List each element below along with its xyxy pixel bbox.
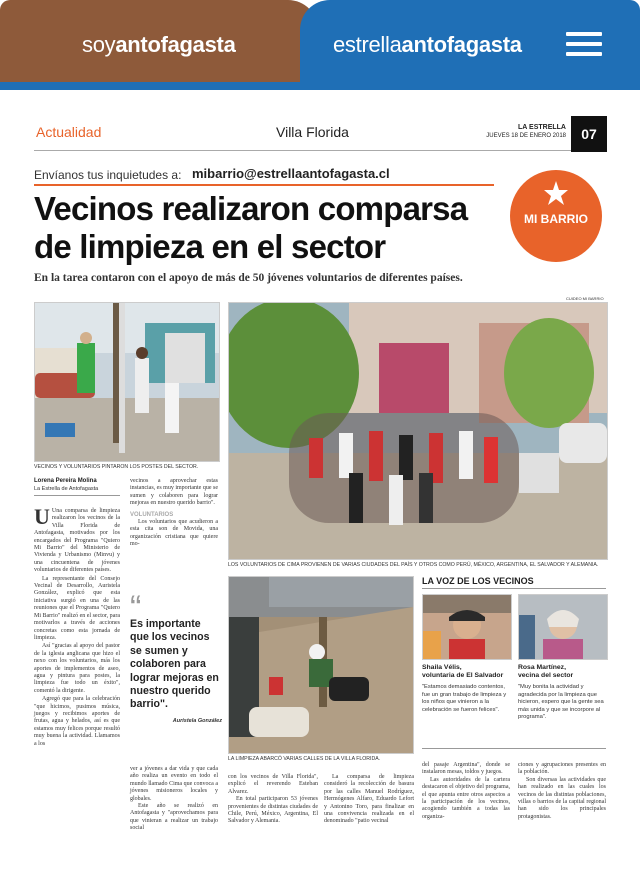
pull-quote: “ Es importante que los vecinos se sumen y colaboren para lograr mejoras en nuestro querido barrio". Auristela González: [130, 589, 222, 724]
byline-author: Lorena Pereira Molina: [34, 478, 97, 484]
quote-icon: “: [130, 589, 142, 627]
location-label: Villa Florida: [276, 124, 349, 140]
divider: [34, 150, 571, 151]
avatar-shaila: [422, 594, 512, 660]
voices-bottom-divider: [422, 748, 606, 749]
voices-title: LA VOZ DE LOS VECINOS: [422, 576, 534, 586]
caption-photo3: LA LIMPIEZA ABARCÓ VARIAS CALLES DE LA VILLA FLORIDA.: [228, 756, 381, 762]
voice1-name: Shaila Vélis,: [422, 664, 462, 671]
star-icon: [543, 180, 569, 206]
contact-email[interactable]: mibarrio@estrellaantofagasta.cl: [192, 166, 390, 181]
header-bar: [0, 82, 640, 90]
article-col5: del pasaje Argentina", donde se instalaron mesas, toldos y juegos. Las autoridades de la cartera destacaron el objetivo del programa, el que apunta entre otros aspectos a la participación de los vecinos, acogiendo también a todas las organiza-: [422, 762, 510, 820]
menu-icon[interactable]: [566, 32, 602, 56]
contact-underline: [34, 184, 494, 186]
section-voluntarios: VOLUNTARIOS: [130, 511, 174, 518]
voice2-quote: "Muy bonita la actividad y agradecida por la limpieza que hicieron, espero que la gente sea más unida y que se incorpore al programa".: [518, 684, 604, 721]
voice2-name: Rosa Martínez,: [518, 664, 566, 671]
voice1-role: voluntaria de El Salvador: [422, 672, 504, 679]
page-number: 07: [571, 116, 607, 152]
headline: Vecinos realizaron comparsa de limpieza en el sector: [34, 190, 468, 265]
issue-date: JUEVES 18 DE ENERO 2018: [486, 133, 566, 139]
subheadline: En la tarea contaron con el apoyo de más de 50 jóvenes voluntarios de diferentes países.: [34, 272, 463, 284]
caption-photo1: VECINOS Y VOLUNTARIOS PINTARON LOS POSTES DEL SECTOR.: [34, 464, 199, 470]
drop-cap: U: [34, 504, 50, 529]
photo-painting-posts: [34, 302, 220, 462]
article-col1: U Una comparsa de limpieza realizaron los vecinos de la Villa Florida de Antofagasta, motivados por los encargados del Programa "Quiero Mi Barrio" del Ministerio de Vivienda y Urbanismo (Minvu) y una cincuentena de jóvenes voluntarios de diferentes países. La representante del Consejo Vecinal de Desarrollo, Auristela González, explicó que esta iniciativa surgió en una de las reuniones que el Programa "Quiero Mi Barrio" realizó en el sector, para motivarlos a través de acciones concretas como esta jornada de limpieza. Así "gracias al apoyo del pastor de la iglesia anglicana que hizo el nexo con los voluntarios, más los aportes de implementos de aseo, agua y pintura para postes, la limpieza fue todo un éxito", comentó la dirigente. Agregó que para la celebración "que hicimos, pusimos música, juegos y recibimos aportes de frutas, agua y helados, así es que estamos muy felices porque resultó muy buena la actividad. Llamamos a los: [34, 504, 121, 747]
byline-outlet: La Estrella de Antofagasta: [34, 486, 99, 492]
badge-text: MI BARRIO: [524, 212, 588, 226]
avatar-rosa: [518, 594, 608, 660]
voice2-role: vecina del sector: [518, 672, 574, 679]
photo-credit: CUIDEO MI BARRIO: [566, 296, 604, 301]
article-col4: La comparsa de limpieza consideró la recolección de basura por las calles Manuel Rodríguez, Hermógenes Alfaro, Eduardo Lefort y Antonino Toro, para finalizar en una convivencia realizada en el denominado "patio vecinal: [324, 774, 414, 825]
article-col2-top: vecinos a aprovechar estas instancias, es muy importante que se sumen y colaboren para lograr mejoras en nuestro querido barrio". VOLUNTARIOS Los voluntarios que acudieron a esta cita son de Movida, una organización cristiana que quiere mo-: [130, 478, 218, 548]
contact-label: Envíanos tus inquietudes a:: [34, 168, 182, 182]
byline-divider: [34, 495, 120, 496]
paper-name: LA ESTRELLA: [518, 124, 566, 131]
article-col6: ciones y agrupaciones presentes en la población. Son diversas las actividades que han realizado en las cuales los vecinos de las distintas poblaciones, villas o barrios de la capital regional han sido los principales protagonistas.: [518, 762, 606, 820]
estrellaantofagasta-logo[interactable]: estrellaantofagasta: [333, 32, 522, 57]
article-col2-bottom: ver a jóvenes a dar vida y que cada año realiza un evento en todo el mundo llamado Cima que convoca a jóvenes misioneros locales y globales. Este año se realizó en Antofagasta y "aprovechamos para que vinieran a realizar un trabajo social: [130, 766, 218, 832]
voice1-quote: "Estamos demasiado contentos, fue un gran trabajo de limpieza y los niños que vinieron a la celebración se fueron felices".: [422, 684, 507, 713]
caption-photo2: LOS VOLUNTARIOS DE CIMA PROVIENEN DE VARIAS CIUDADES DEL PAÍS Y OTROS COMO PERÚ, MÉXICO, ARGENTINA, EL SALVADOR Y ALEMANIA.: [228, 562, 599, 568]
photo-cleanup: [228, 576, 414, 754]
mi-barrio-badge: [510, 170, 602, 262]
photo-volunteers-group: [228, 302, 608, 560]
soyantofagasta-logo[interactable]: soyantofagasta: [82, 32, 236, 57]
section-label: Actualidad: [36, 124, 102, 140]
voices-divider: [422, 588, 606, 589]
article-col3: con los vecinos de Villa Florida", explicó el reverendo Esteban Alvarez. En total participaron 53 jóvenes provenientes de distintas ciudades de Chile, Perú, México, Argentina, El Salvador y Alemania.: [228, 774, 318, 825]
